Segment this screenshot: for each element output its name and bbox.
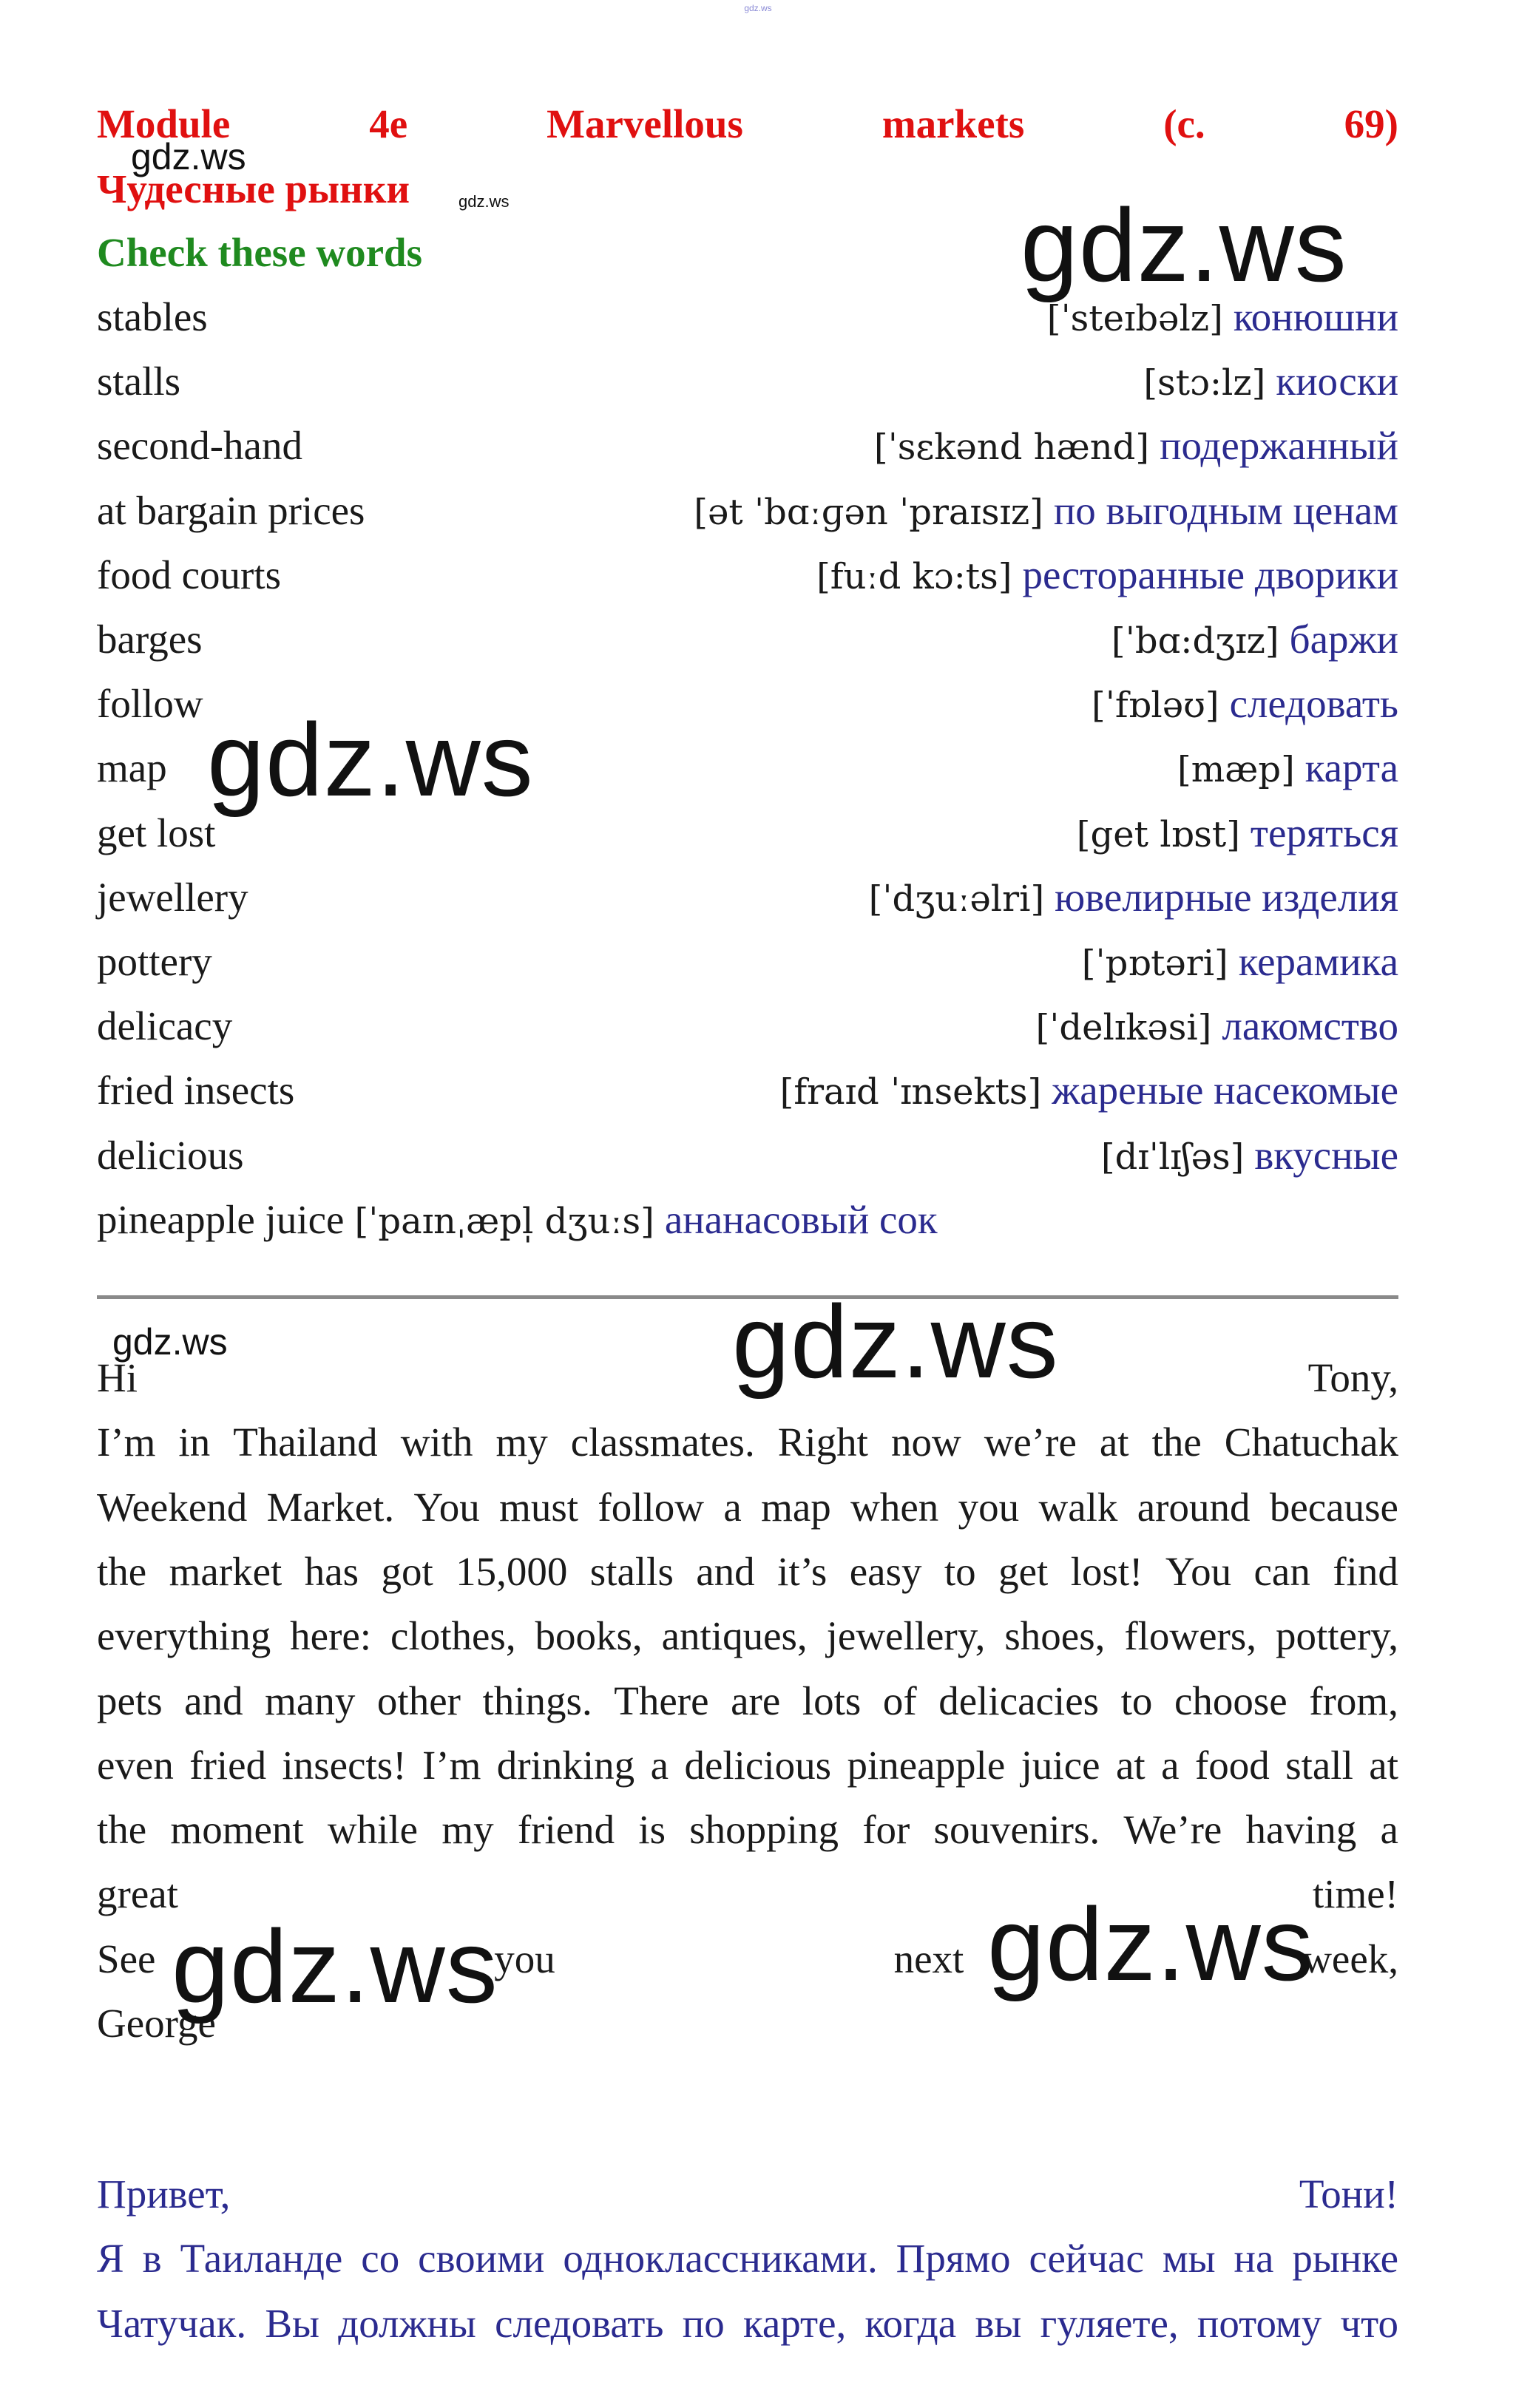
letter-word: Thailand — [233, 1420, 378, 1465]
letter-word: is — [638, 1807, 666, 1852]
vocab-russian: баржи — [1289, 617, 1398, 662]
letter-word: many — [265, 1678, 356, 1723]
translation-word: мы — [1162, 2236, 1216, 2281]
translation-word: на — [1234, 2236, 1274, 2281]
translation-word: рынке — [1292, 2236, 1398, 2281]
letter-word: a — [650, 1743, 669, 1788]
vocab-russian: по выгодным ценам — [1053, 488, 1398, 533]
letter-word: pets — [97, 1678, 163, 1723]
translation-word: когда — [864, 2301, 957, 2346]
vocab-english: jewellery — [97, 875, 248, 920]
letter-word: you — [494, 1936, 555, 1981]
letter-word: a — [723, 1485, 742, 1530]
letter-line — [97, 1809, 1398, 1850]
letter-word: lost! — [1070, 1549, 1143, 1594]
vocab-row — [97, 554, 1398, 595]
letter-word: everything — [97, 1613, 271, 1658]
vocab-transcription: [mæp] — [1177, 749, 1295, 790]
vocab-russian: лакомство — [1222, 1003, 1398, 1048]
vocab-row — [97, 1199, 1398, 1240]
translation-word: что — [1340, 2301, 1398, 2346]
vocab-transcription: [ˈpaɪnˌæpl̩ dʒuːs] — [354, 1201, 654, 1242]
title-word: (c. — [1163, 101, 1205, 146]
letter-word: the — [97, 1807, 147, 1852]
letter-word: find — [1333, 1549, 1398, 1594]
letter-word: friend — [517, 1807, 615, 1852]
letter-word: follow — [598, 1485, 704, 1530]
translation-word: своими — [418, 2236, 545, 2281]
translation-line — [97, 2238, 1398, 2279]
letter-word: my — [441, 1807, 494, 1852]
letter-word: fried — [189, 1743, 267, 1788]
watermark-big-3: gdz.ws — [732, 1283, 1059, 1400]
vocab-russian: карта — [1304, 745, 1398, 790]
letter-word: walk — [1038, 1485, 1118, 1530]
vocab-english: barges — [97, 617, 203, 662]
letter-word: drinking — [496, 1743, 635, 1788]
vocab-row — [97, 1068, 1398, 1113]
vocab-english: stables — [97, 294, 208, 339]
translation-greeting-word: Привет, — [97, 2171, 231, 2217]
vocab-row — [97, 1005, 1398, 1046]
letter-word: delicious — [684, 1743, 832, 1788]
letter-word: shoes, — [1004, 1613, 1106, 1658]
vocab-english: second-hand — [97, 423, 302, 468]
vocab-russian: ананасовый сок — [664, 1197, 938, 1242]
vocab-row — [97, 877, 1398, 918]
vocab-english: delicacy — [97, 1003, 233, 1048]
letter-word: week, — [1302, 1936, 1398, 1981]
letter-word: we’re — [984, 1420, 1077, 1465]
vocab-russian: следовать — [1229, 681, 1398, 726]
vocab-russian: конюшни — [1233, 294, 1398, 339]
page-subtitle: Чудесные рынки — [97, 166, 410, 211]
vocab-transcription: [get lɒst] — [1076, 814, 1240, 855]
letter-line — [97, 1551, 1398, 1592]
letter-word: Chatuchak — [1224, 1420, 1398, 1465]
translation-word: Вы — [265, 2301, 319, 2346]
letter-word: to — [944, 1549, 976, 1594]
letter-word: books, — [535, 1613, 643, 1658]
translation-word: Чатучак. — [97, 2301, 247, 2346]
vocab-russian: вкусные — [1254, 1133, 1398, 1178]
letter-word: even — [97, 1743, 174, 1788]
greeting-word: Tony, — [1307, 1355, 1398, 1400]
vocab-row — [97, 425, 1398, 466]
translation-word: гуляете, — [1040, 2301, 1179, 2346]
title-word: Module — [97, 101, 231, 146]
watermark-small-1: gdz.ws — [131, 136, 246, 177]
letter-word: the — [97, 1549, 147, 1594]
vocab-russian: керамика — [1238, 939, 1398, 984]
letter-word: juice — [1021, 1743, 1100, 1788]
letter-word: classmates. — [570, 1420, 755, 1465]
vocab-russian: теряться — [1250, 810, 1398, 855]
letter-word: now — [890, 1420, 961, 1465]
vocab-english: pottery — [97, 939, 212, 984]
letter-word: in — [178, 1420, 211, 1465]
translation-word: сейчас — [1029, 2236, 1144, 2281]
watermark-tiny: gdz.ws — [458, 192, 510, 211]
vocab-english: stalls — [97, 359, 181, 404]
watermark-big-2: gdz.ws — [207, 702, 534, 818]
translation-word: Прямо — [896, 2236, 1011, 2281]
letter-word: great — [97, 1871, 178, 1916]
watermark-big-5: gdz.ws — [987, 1886, 1314, 2002]
letter-word: You — [1165, 1549, 1232, 1594]
translation-word: Я — [97, 2236, 124, 2281]
letter-word: stall — [1285, 1743, 1353, 1788]
letter-word: 15,000 — [456, 1549, 568, 1594]
watermark-small-2: gdz.ws — [112, 1321, 228, 1363]
translation-word: должны — [338, 2301, 476, 2346]
letter-word: are — [731, 1678, 781, 1723]
letter-line — [97, 1420, 1398, 1465]
letter-line — [97, 1743, 1398, 1788]
module-title-line — [97, 101, 1398, 146]
letter-word: at — [1369, 1743, 1398, 1788]
letter-word: with — [400, 1420, 473, 1465]
letter-word: moment — [170, 1807, 304, 1852]
letter-word: must — [499, 1485, 579, 1530]
letter-word: and — [184, 1678, 243, 1723]
translation-word: в — [142, 2236, 162, 2281]
letter-word: George — [97, 2001, 216, 2046]
top-watermark: gdz.ws — [744, 3, 772, 13]
letter-word: can — [1253, 1549, 1310, 1594]
letter-word: shopping — [689, 1807, 839, 1852]
vocab-transcription: [ˈdʒuːəlri] — [868, 878, 1045, 920]
vocab-transcription: [ət ˈbɑːɡən ˈpraɪsɪz] — [694, 492, 1043, 533]
letter-word: next — [893, 1936, 964, 1981]
title-word: Marvellous — [546, 101, 743, 146]
letter-word: a — [1380, 1807, 1398, 1852]
greeting-word: Hi — [97, 1355, 138, 1400]
vocab-row — [97, 810, 1398, 855]
letter-word: market — [169, 1549, 282, 1594]
letter-word: a — [1161, 1743, 1180, 1788]
letter-word: at — [1099, 1420, 1129, 1465]
translation-word: следовать — [495, 2301, 664, 2346]
translation-word: Таиланде — [180, 2236, 343, 2281]
letter-word: pottery, — [1275, 1613, 1398, 1658]
vocab-english: at bargain prices — [97, 488, 365, 533]
letter-line — [97, 1680, 1398, 1721]
vocab-transcription: [fuːd kɔ:ts] — [816, 556, 1012, 597]
letter-word: food — [1194, 1743, 1270, 1788]
letter-word: pineapple — [847, 1743, 1006, 1788]
vocab-english: delicious — [97, 1133, 244, 1178]
letter-word: having — [1245, 1807, 1357, 1852]
letter-word: antiques, — [661, 1613, 808, 1658]
letter-word: when — [850, 1485, 939, 1530]
vocab-row — [97, 359, 1398, 404]
vocab-transcription: [ˈsteɪbəlz] — [1046, 298, 1223, 339]
letter-word: around — [1137, 1485, 1251, 1530]
letter-word: it’s — [777, 1549, 828, 1594]
letter-word: lots — [802, 1678, 862, 1723]
letter-word: We’re — [1123, 1807, 1222, 1852]
section-heading: Check these words — [97, 230, 422, 275]
vocab-transcription: [ˈpɒtəri] — [1081, 943, 1228, 984]
vocab-transcription: [fraɪd ˈɪnsekts] — [779, 1071, 1042, 1113]
letter-line — [97, 1615, 1398, 1656]
translation-word: вы — [975, 2301, 1022, 2346]
vocab-russian: ресторанные дворики — [1022, 552, 1398, 597]
letter-word: at — [1115, 1743, 1146, 1788]
translation-word: со — [361, 2236, 400, 2281]
vocab-row — [97, 941, 1398, 982]
letter-word: I’m — [97, 1420, 156, 1465]
letter-word: I’m — [422, 1743, 481, 1788]
watermark-big-1: gdz.ws — [1021, 187, 1347, 303]
vocab-transcription: [ˈbɑ:dʒɪz] — [1111, 620, 1279, 662]
letter-word: Market. — [266, 1485, 395, 1530]
letter-word: get — [998, 1549, 1049, 1594]
title-word: markets — [881, 101, 1025, 146]
vocab-transcription: [ˈfɒləʊ] — [1091, 685, 1219, 726]
letter-word: for — [862, 1807, 910, 1852]
letter-word: to — [1120, 1678, 1153, 1723]
vocab-transcription: [dɪˈlɪʃəs] — [1100, 1136, 1245, 1178]
vocab-english: map — [97, 745, 167, 790]
letter-word: There — [614, 1678, 709, 1723]
letter-word: choose — [1174, 1678, 1287, 1723]
letter-word: jewellery, — [826, 1613, 986, 1658]
letter-word: Right — [777, 1420, 868, 1465]
letter-word: here: — [290, 1613, 372, 1658]
vocab-english: pineapple juice — [97, 1197, 345, 1242]
translation-word: карте, — [742, 2301, 847, 2346]
vocab-english: get lost — [97, 810, 216, 855]
vocab-russian: подержанный — [1160, 423, 1398, 468]
letter-word: Weekend — [97, 1485, 248, 1530]
letter-word: insects! — [282, 1743, 407, 1788]
letter-word: See — [97, 1936, 156, 1981]
letter-word: You — [413, 1485, 480, 1530]
translation-greeting-word: Тони! — [1299, 2171, 1398, 2217]
letter-word: map — [761, 1485, 831, 1530]
letter-word: flowers, — [1124, 1613, 1257, 1658]
letter-word: has — [304, 1549, 359, 1594]
title-word: 4e — [369, 101, 408, 146]
letter-word: time! — [1312, 1871, 1398, 1916]
vocab-russian: жареные насекомые — [1052, 1068, 1398, 1113]
letter-word: and — [696, 1549, 755, 1594]
letter-word: stalls — [589, 1549, 674, 1594]
letter-word: from, — [1309, 1678, 1398, 1723]
vocab-russian: ювелирные изделия — [1055, 875, 1398, 920]
translation-word: одноклассниками. — [563, 2236, 878, 2281]
vocab-english: fried insects — [97, 1068, 295, 1113]
title-word: 69) — [1344, 101, 1398, 146]
letter-word: easy — [849, 1549, 922, 1594]
letter-word: my — [495, 1420, 548, 1465]
vocab-transcription: [ˈdelɪkəsi] — [1035, 1007, 1212, 1048]
vocab-transcription: [stɔ:lz] — [1143, 362, 1266, 404]
letter-word: delicacies — [938, 1678, 1100, 1723]
translation-word: по — [682, 2301, 725, 2346]
letter-word: souvenirs. — [933, 1807, 1100, 1852]
letter-word: because — [1269, 1485, 1398, 1530]
letter-word: the — [1151, 1420, 1202, 1465]
letter-word: clothes, — [390, 1613, 516, 1658]
vocab-row — [97, 1135, 1398, 1176]
letter-word: got — [381, 1549, 433, 1594]
vocab-row — [97, 490, 1398, 531]
translation-word: потому — [1197, 2301, 1322, 2346]
letter-word: other — [376, 1678, 461, 1723]
vocab-row — [97, 617, 1398, 662]
translation-line — [97, 2303, 1398, 2344]
watermark-big-4: gdz.ws — [172, 1908, 498, 2024]
letter-line — [97, 1485, 1398, 1530]
letter-word: while — [327, 1807, 419, 1852]
vocab-transcription: [ˈsɛkənd hænd] — [873, 427, 1150, 468]
vocab-english: follow — [97, 681, 203, 726]
letter-word: you — [958, 1485, 1020, 1530]
translation-greeting — [97, 2171, 1398, 2217]
vocab-russian: киоски — [1276, 359, 1398, 404]
letter-word: things. — [482, 1678, 592, 1723]
vocab-english: food courts — [97, 552, 281, 597]
letter-word: of — [882, 1678, 917, 1723]
